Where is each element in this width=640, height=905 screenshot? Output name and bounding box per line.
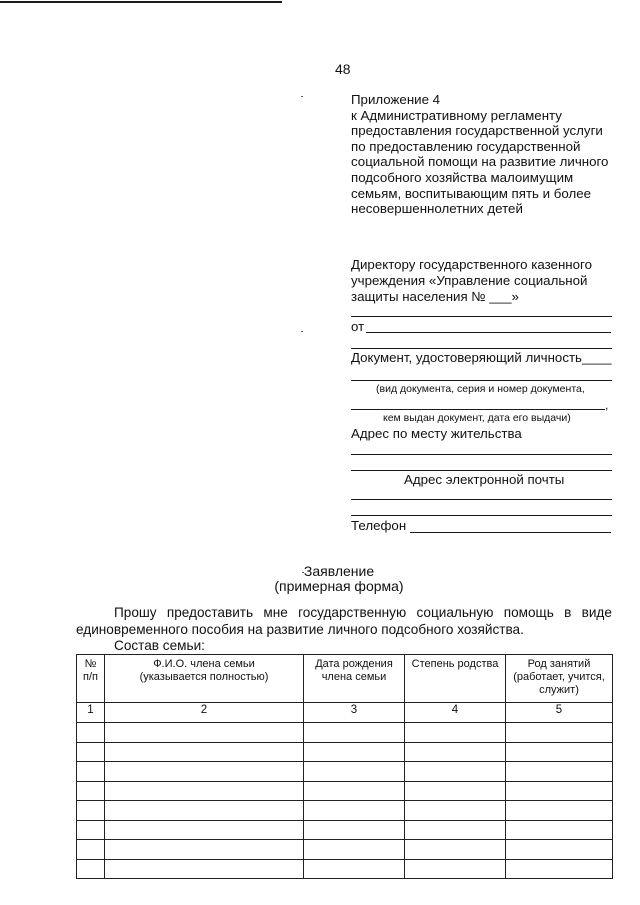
table-cell[interactable] <box>405 801 506 821</box>
appendix-line: несовершеннолетних детей <box>351 201 523 217</box>
table-cell[interactable] <box>304 723 405 743</box>
addressee-line: Директору государственного казенного <box>351 257 592 272</box>
request-word: помощь <box>503 605 554 620</box>
scan-speck <box>301 96 303 97</box>
appendix-line: подсобного хозяйства малоимущим <box>351 169 574 185</box>
page-number: 48 <box>335 61 351 77</box>
request-word: государственную <box>298 605 407 620</box>
table-cell[interactable] <box>304 801 405 821</box>
table-cell[interactable] <box>105 762 304 782</box>
addressee-block <box>351 257 621 305</box>
comma-mark: , <box>605 398 609 412</box>
phone-line[interactable] <box>410 532 611 533</box>
table-cell[interactable] <box>77 859 105 879</box>
table-row <box>77 801 613 821</box>
scan-speck <box>302 572 304 573</box>
table-cell[interactable] <box>77 801 105 821</box>
email-line[interactable] <box>351 499 612 500</box>
request-word: мне <box>263 605 288 620</box>
request-word: предоставить <box>166 605 254 620</box>
table-cell[interactable] <box>506 762 613 782</box>
table-cell[interactable] <box>105 859 304 879</box>
column-number: 4 <box>405 703 506 723</box>
applicant-name-line[interactable] <box>351 316 612 317</box>
id-document-line-2[interactable] <box>351 409 605 410</box>
appendix-line: социальной помощи на развитие личного <box>351 154 609 170</box>
table-row <box>77 820 613 840</box>
id-document-hint: (вид документа, серия и номер документа, <box>376 383 585 395</box>
appendix-line: к Административному регламенту <box>351 107 562 123</box>
appendix-line: по предоставлению государственной <box>351 138 581 154</box>
request-word: Прошу <box>114 605 157 620</box>
from-field-line[interactable] <box>366 332 611 333</box>
table-cell[interactable] <box>77 840 105 860</box>
id-document-label: Документ, удостоверяющий личность____ <box>351 350 612 365</box>
table-cell[interactable] <box>304 859 405 879</box>
table-header-row <box>77 655 613 703</box>
column-number: 2 <box>105 703 304 723</box>
table-cell[interactable] <box>105 801 304 821</box>
request-word: в <box>564 605 572 620</box>
table-row <box>77 859 613 879</box>
table-cell[interactable] <box>506 723 613 743</box>
table-row <box>77 723 613 743</box>
request-line-2: единовременного пособия на развитие личного подсобного хозяйства. <box>76 622 524 637</box>
table-cell[interactable] <box>405 859 506 879</box>
blank-rows <box>77 723 613 879</box>
table-cell[interactable] <box>77 781 105 801</box>
column-number: 5 <box>506 703 613 723</box>
from-label: от <box>351 319 365 334</box>
table-cell[interactable] <box>77 723 105 743</box>
statement-title: Заявление <box>303 563 375 579</box>
scan-speck <box>301 331 303 332</box>
appendix-line: Приложение 4 <box>351 92 441 107</box>
table-cell[interactable] <box>105 781 304 801</box>
from-field-line-2[interactable] <box>351 348 612 349</box>
table-cell[interactable] <box>506 742 613 762</box>
table-cell[interactable] <box>506 820 613 840</box>
scan-top-line <box>0 1 282 3</box>
table-cell[interactable] <box>304 820 405 840</box>
table-row <box>77 762 613 782</box>
address-line[interactable] <box>351 454 612 455</box>
id-document-line[interactable] <box>351 380 612 381</box>
table-row <box>77 840 613 860</box>
column-number: 1 <box>77 703 105 723</box>
request-word: виде <box>581 605 612 620</box>
table-cell[interactable] <box>105 840 304 860</box>
table-cell[interactable] <box>77 762 105 782</box>
table-cell[interactable] <box>105 742 304 762</box>
table-cell[interactable] <box>77 742 105 762</box>
header-number: № п/п <box>77 655 105 703</box>
table-cell[interactable] <box>105 820 304 840</box>
appendix-line: семьям, воспитывающим пять и более <box>351 185 592 201</box>
table-cell[interactable] <box>304 742 405 762</box>
statement-subtitle: (примерная форма) <box>274 578 404 594</box>
email-line-2[interactable] <box>351 515 612 516</box>
table-cell[interactable] <box>304 781 405 801</box>
request-line-1 <box>114 605 612 620</box>
header-occupation: Род занятий (работает, учится, служит) <box>506 655 613 703</box>
table-cell[interactable] <box>405 820 506 840</box>
table-cell[interactable] <box>506 801 613 821</box>
phone-label: Телефон <box>351 518 407 533</box>
table-cell[interactable] <box>405 742 506 762</box>
column-number-row <box>77 703 613 723</box>
table-cell[interactable] <box>304 762 405 782</box>
header-birth-date: Дата рождения члена семьи <box>304 655 405 703</box>
addressee-line: защиты населения № ___» <box>351 289 519 304</box>
header-full-name: Ф.И.О. члена семьи (указывается полностью) <box>105 655 304 703</box>
header-relationship: Степень родства <box>405 655 506 703</box>
family-table <box>76 654 613 879</box>
table-cell[interactable] <box>405 781 506 801</box>
table-cell[interactable] <box>105 723 304 743</box>
table-cell[interactable] <box>77 820 105 840</box>
table-row <box>77 781 613 801</box>
column-number: 3 <box>304 703 405 723</box>
table-cell[interactable] <box>304 840 405 860</box>
table-cell[interactable] <box>405 762 506 782</box>
family-composition-label: Состав семьи: <box>114 638 205 653</box>
appendix-block <box>351 92 621 217</box>
email-label: Адрес электронной почты <box>404 472 565 487</box>
table-cell[interactable] <box>405 723 506 743</box>
table-cell[interactable] <box>506 781 613 801</box>
appendix-line: предоставления государственной услуги <box>351 123 603 139</box>
table-row <box>77 742 613 762</box>
table-cell[interactable] <box>506 859 613 879</box>
addressee-line: учреждения «Управление социальной <box>351 273 588 288</box>
address-line-2[interactable] <box>351 470 612 471</box>
request-word: социальную <box>416 605 494 620</box>
table-cell[interactable] <box>405 840 506 860</box>
address-label: Адрес по месту жительства <box>351 426 522 441</box>
table-cell[interactable] <box>506 840 613 860</box>
id-document-hint-2: кем выдан документ, дата его выдачи) <box>383 412 571 424</box>
